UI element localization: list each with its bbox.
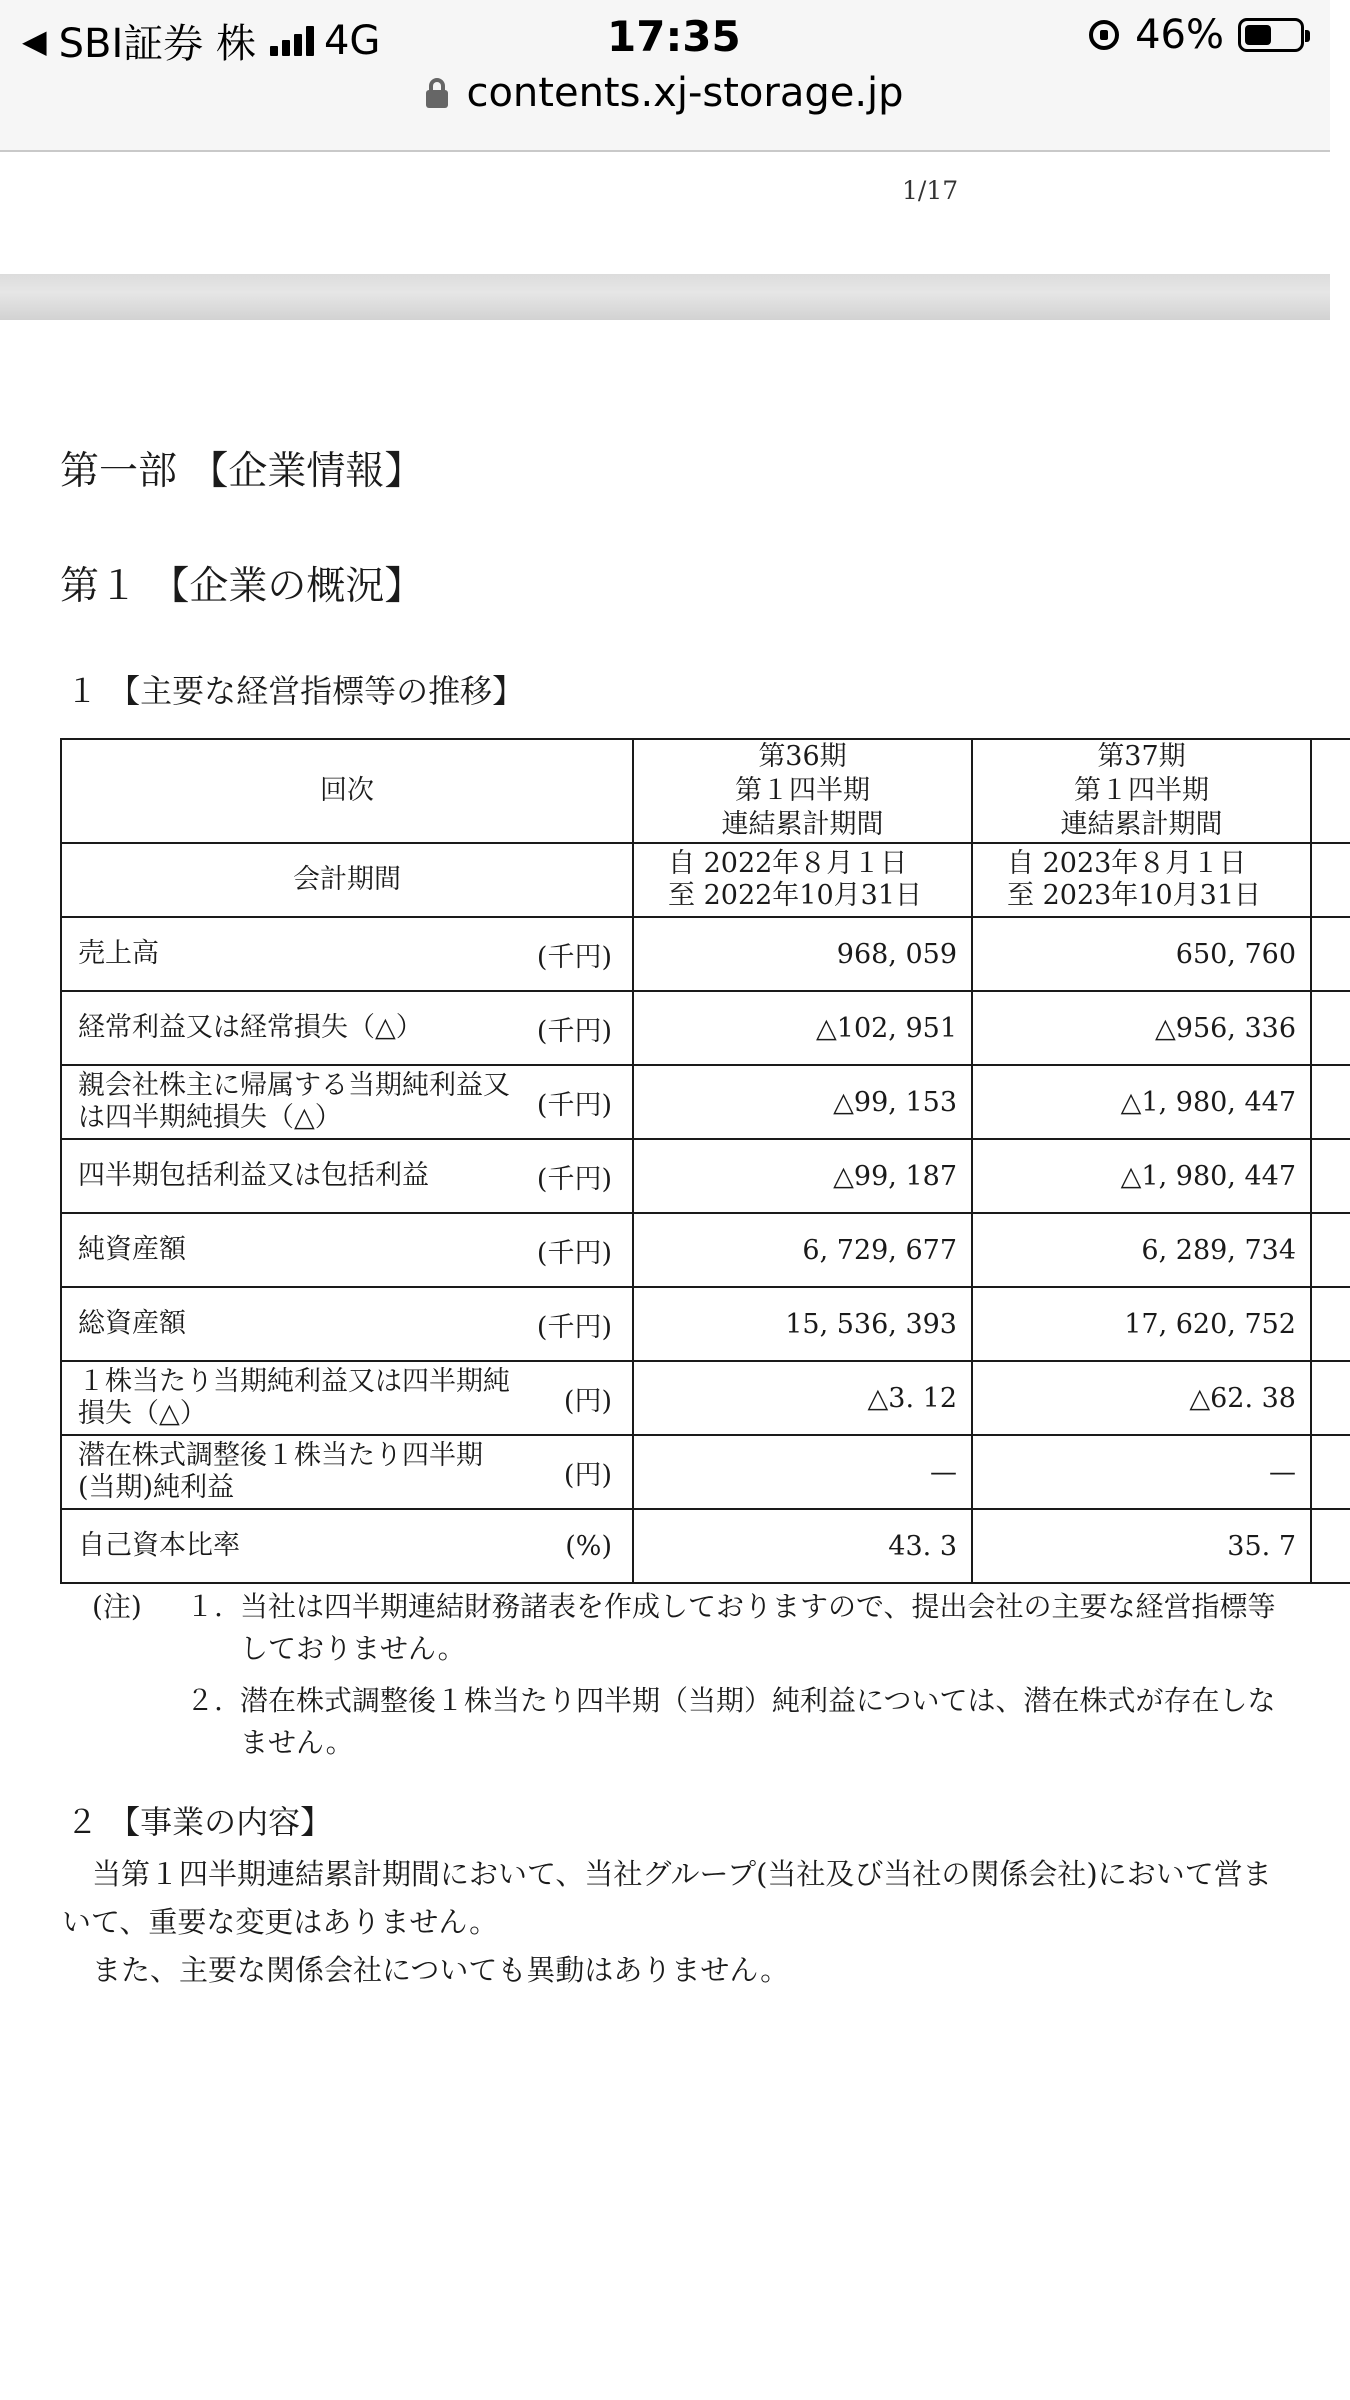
row-label-cell [61, 991, 633, 1065]
column-header-36 [633, 739, 972, 843]
rotation-lock-icon [1089, 20, 1119, 50]
note-text: ません。 [240, 1726, 354, 1759]
row-label: １株当たり当期純利益又は四半期純損失（△） [78, 1366, 510, 1429]
value-cell: 6, 289, 734 [972, 1213, 1311, 1287]
clipped-column [1311, 1287, 1350, 1361]
row-unit: (円) [563, 1459, 612, 1491]
clipped-column [1311, 1509, 1350, 1583]
row-label-cell [61, 1139, 633, 1213]
section1-heading: １ 【主要な経営指標等の推移】 [66, 672, 525, 710]
address-bar[interactable] [0, 70, 1330, 116]
url-text[interactable]: contents.xj-storage.jp [466, 70, 904, 116]
period-row [61, 843, 1350, 917]
notes-prefix: (注) [92, 1590, 142, 1623]
paragraph-line: いて、重要な変更はありません。 [62, 1905, 499, 1939]
column-title-line: 連結累計期間 [721, 809, 884, 840]
key-indicators-table [60, 738, 1350, 1584]
period-to: 至 2023年10月31日 [1007, 880, 1262, 911]
table-row [61, 1435, 1350, 1509]
paragraph-line: また、主要な関係会社についても異動はありません。 [92, 1953, 790, 1987]
clipped-column [1311, 1435, 1350, 1509]
row-label-cell [61, 1361, 633, 1435]
row-label: 四半期包括利益又は包括利益 [78, 1160, 429, 1191]
row-label: 売上高 [78, 938, 159, 969]
paragraph-line: 当第１四半期連結累計期間において、当社グループ(当社及び当社の関係会社)において営ま [92, 1857, 1272, 1891]
note-number: １. [186, 1590, 223, 1623]
note-text: 当社は四半期連結財務諸表を作成しておりますので、提出会社の主要な経営指標等 [240, 1590, 1276, 1623]
row-unit: (千円) [536, 1237, 612, 1269]
battery-percent: 46% [1135, 12, 1224, 58]
row-label-cell [61, 1509, 633, 1583]
back-app-label[interactable]: SBI証券 株 [58, 21, 256, 67]
back-arrow-icon[interactable]: ◀ [22, 21, 47, 60]
table-row [61, 1509, 1350, 1583]
browser-status-bar [0, 0, 1330, 152]
row-label-cell [61, 917, 633, 991]
back-to-app[interactable] [22, 12, 380, 69]
row-label-cell [61, 1213, 633, 1287]
battery-icon [1238, 18, 1304, 52]
table-row [61, 1065, 1350, 1139]
row-unit: (千円) [536, 1089, 612, 1121]
clipped-column [1311, 739, 1350, 843]
value-cell: △3. 12 [633, 1361, 972, 1435]
value-cell: 968, 059 [633, 917, 972, 991]
row-label: 親会社株主に帰属する当期純利益又は四半期純損失（△） [78, 1070, 510, 1133]
table-row [61, 1361, 1350, 1435]
value-cell: 15, 536, 393 [633, 1287, 972, 1361]
value-cell: △1, 980, 447 [972, 1139, 1311, 1213]
value-cell: △1, 980, 447 [972, 1065, 1311, 1139]
row-unit: (千円) [536, 941, 612, 973]
period-cell [972, 843, 1311, 917]
column-header-37 [972, 739, 1311, 843]
part-heading: 第一部 【企業情報】 [60, 449, 424, 494]
clipped-column [1311, 917, 1350, 991]
clipped-column [1311, 1065, 1350, 1139]
row-unit: (%) [565, 1530, 612, 1562]
table-row [61, 991, 1350, 1065]
row-label-cell [61, 1435, 633, 1509]
row-label: 経常利益又は経常損失（△） [78, 1012, 423, 1043]
period-cell [633, 843, 972, 917]
column-title-line: 第１四半期 [735, 775, 870, 806]
column-title-line: 連結累計期間 [1060, 809, 1223, 840]
row-label-cell [61, 1287, 633, 1361]
period-from: 自 2023年８月１日 [1007, 848, 1247, 879]
clipped-column [1311, 843, 1350, 917]
column-title-line: 第36期 [758, 741, 847, 772]
row-label: 自己資本比率 [78, 1530, 240, 1561]
table-row [61, 1139, 1350, 1213]
row-unit: (円) [563, 1385, 612, 1417]
note-text: 潜在株式調整後１株当たり四半期（当期）純利益については、潜在株式が存在しな [240, 1684, 1276, 1717]
row-label: 総資産額 [78, 1308, 186, 1339]
clipped-column [1311, 1139, 1350, 1213]
lock-icon [426, 78, 448, 108]
table-header-row [61, 739, 1350, 843]
row-label: 純資産額 [78, 1234, 186, 1265]
clipped-column [1311, 1213, 1350, 1287]
network-type: 4G [323, 17, 381, 64]
table-row [61, 1213, 1350, 1287]
chapter-heading: 第１ 【企業の概況】 [60, 564, 424, 609]
clipped-column [1311, 991, 1350, 1065]
value-cell: — [633, 1435, 972, 1509]
column-title-line: 第１四半期 [1074, 775, 1209, 806]
column-title-line: 第37期 [1097, 741, 1186, 772]
page-separator [0, 274, 1330, 320]
value-cell: 35. 7 [972, 1509, 1311, 1583]
value-cell: 650, 760 [972, 917, 1311, 991]
note-text: しておりません。 [240, 1632, 466, 1665]
period-to: 至 2022年10月31日 [668, 880, 923, 911]
value-cell: △99, 153 [633, 1065, 972, 1139]
header-label: 回次 [61, 739, 633, 843]
clipped-column [1311, 1361, 1350, 1435]
table-row [61, 917, 1350, 991]
row-label-cell [61, 1065, 633, 1139]
value-cell: △99, 187 [633, 1139, 972, 1213]
period-label: 会計期間 [61, 843, 633, 917]
value-cell: △102, 951 [633, 991, 972, 1065]
note-number: ２. [186, 1684, 223, 1717]
status-right [1089, 12, 1304, 58]
row-unit: (千円) [536, 1311, 612, 1343]
table-row [61, 1287, 1350, 1361]
section2-heading: ２ 【事業の内容】 [66, 1803, 333, 1841]
value-cell: 17, 620, 752 [972, 1287, 1311, 1361]
page-counter: 1/17 [902, 176, 959, 205]
row-label: 潜在株式調整後１株当たり四半期(当期)純利益 [78, 1440, 483, 1503]
period-from: 自 2022年８月１日 [668, 848, 908, 879]
signal-strength-icon [270, 26, 314, 56]
value-cell: — [972, 1435, 1311, 1509]
row-unit: (千円) [536, 1163, 612, 1195]
value-cell: 43. 3 [633, 1509, 972, 1583]
clock: 17:35 [607, 12, 741, 61]
row-unit: (千円) [536, 1015, 612, 1047]
value-cell: 6, 729, 677 [633, 1213, 972, 1287]
value-cell: △956, 336 [972, 991, 1311, 1065]
value-cell: △62. 38 [972, 1361, 1311, 1435]
